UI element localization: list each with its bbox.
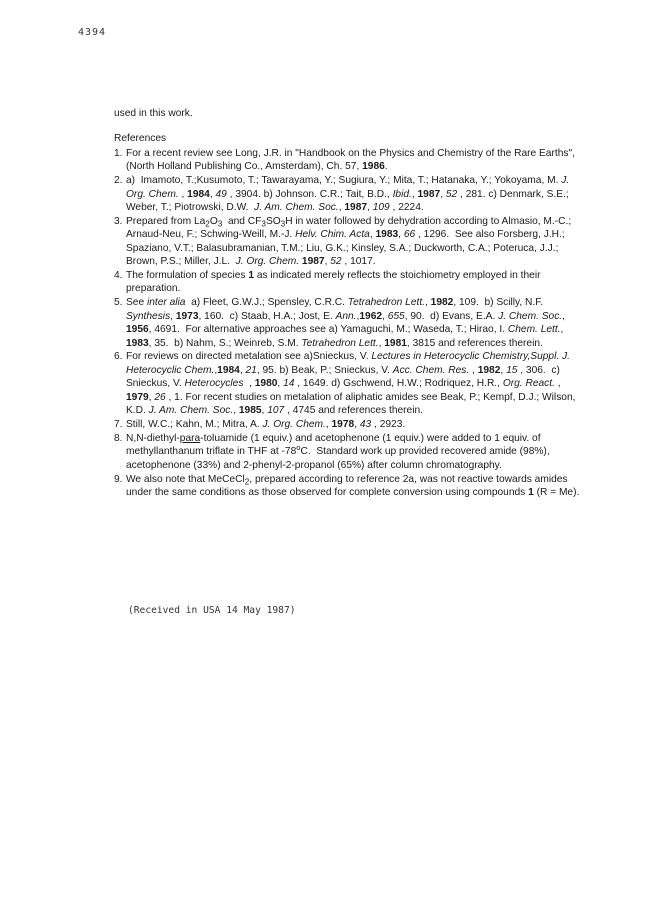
reference-item bbox=[114, 473, 588, 500]
reference-number: 9. bbox=[114, 473, 123, 485]
reference-number: 8. bbox=[114, 432, 123, 444]
reference-number: 3. bbox=[114, 215, 123, 227]
reference-number: 1. bbox=[114, 147, 123, 159]
reference-item bbox=[114, 418, 588, 431]
reference-item bbox=[114, 147, 588, 174]
reference-number: 7. bbox=[114, 418, 123, 430]
reference-text: We also note that MeCeCl$_2$, prepared according to reference 2a, was not reactive towards amides under the same conditions as those observed for complete conversion using compounds 1 (R = Me). bbox=[126, 473, 580, 498]
page-content bbox=[114, 107, 588, 500]
page-number: 4394 bbox=[78, 27, 107, 38]
reference-item bbox=[114, 269, 588, 296]
intro-text: used in this work. bbox=[114, 108, 193, 119]
reference-number: 2. bbox=[114, 175, 123, 187]
reference-text: Prepared from $La_2O_3$ and $CF_3SO_3H$ in water followed by dehydration according to Almasio, M.-C.; Arnaud-Neu, F.; Schwing-Weill, M.-J. Helv. Chim. Acta, 1983, 66 , 1296. See also Forsberg, J.H.; Spaziano, V.T.; Balasubramanian, T.M.; Liu, G.K.; Kinsley, S.A.; Duckworth, C.A.; Poteruca, J.J.; Brown, P.S.; Miller, J.L. J. Org. Chem. 1987, 52 , 1017. bbox=[126, 215, 572, 268]
reference-text: For reviews on directed metalation see a)Snieckus, V. Lectures in Heterocyclic Chemistry,Suppl. J. Heterocyclic Chem.,1984, 21, 95. b) Beak, P.; Snieckus, V. Acc. Chem. Res. , 1982, 15 , 306. c) Snieckus, V. Heterocycles , 1980, 14 , 1649. d) Gschwend, H.W.; Rodriquez, H.R., Org. React. , 1979, 26 , 1. For recent studies on metalation of aliphatic amides see Beak, P.; Kempf, D.J.; Wilson, K.D. J. Am. Chem. Soc., 1985, 107 , 4745 and references therein. bbox=[126, 351, 576, 417]
reference-number: 6. bbox=[114, 351, 123, 363]
reference-number: 5. bbox=[114, 297, 123, 309]
reference-item bbox=[114, 350, 588, 417]
reference-item bbox=[114, 215, 588, 269]
reference-item bbox=[114, 432, 588, 472]
reference-text: For a recent review see Long, J.R. in "Handbook on the Physics and Chemistry of the Rare Earths", (North Holland Publishing Co., Amsterdam), Ch. 57, 1986. bbox=[126, 147, 575, 173]
reference-text: Still, W.C.; Kahn, M.; Mitra, A. J. Org. Chem., 1978, 43 , 2923. bbox=[126, 418, 406, 430]
received-date: (Received in USA 14 May 1987) bbox=[128, 605, 296, 616]
reference-item bbox=[114, 296, 588, 350]
reference-text: The formulation of species 1 as indicated merely reflects the stoichiometry employed in their preparation. bbox=[126, 269, 541, 295]
reference-text: See inter alia a) Fleet, G.W.J.; Spensley, C.R.C. Tetrahedron Lett., 1982, 109. b) Scilly, N.F. Synthesis, 1973, 160. c) Staab, H.A.; Jost, E. Ann.,1962, 655, 90. d) Evans, E.A. J. Chem. Soc., 1956, 4691. For alternative approaches see a) Yamaguchi, M.; Waseda, T.; Hirao, I. Chem. Lett., 1983, 35. b) Nahm, S.; Weinreb, S.M. Tetrahedron Lett., 1981, 3815 and references therein. bbox=[126, 297, 565, 349]
references-list bbox=[114, 147, 588, 500]
reference-number: 4. bbox=[114, 269, 123, 281]
reference-item bbox=[114, 174, 588, 214]
reference-text: a) Imamoto, T.;Kusumoto, T.; Tawarayama, Y.; Sugiura, Y.; Mita, T.; Hatanaka, Y.; Yokoyama, M. J. Org. Chem. , 1984, 49 , 3904. b) Johnson. C.R.; Tait, B.D., Ibid., 1987, 52 , 281. c) Denmark, S.E.; Weber, T.; Piotrowski, D.W. J. Am. Chem. Soc., 1987, 109 , 2224. bbox=[126, 175, 570, 213]
references-heading: References bbox=[114, 133, 167, 145]
reference-text: N,N-diethyl-para-toluamide (1 equiv.) and acetophenone (1 equiv.) were added to 1 equiv. of methyllanthanum triflate in THF at -78$^o$C. Standard work up provided recovered amide (98%), acetophenone (33%) and 2-phenyl-2-propanol (65%) after column chromatography. bbox=[126, 432, 550, 471]
